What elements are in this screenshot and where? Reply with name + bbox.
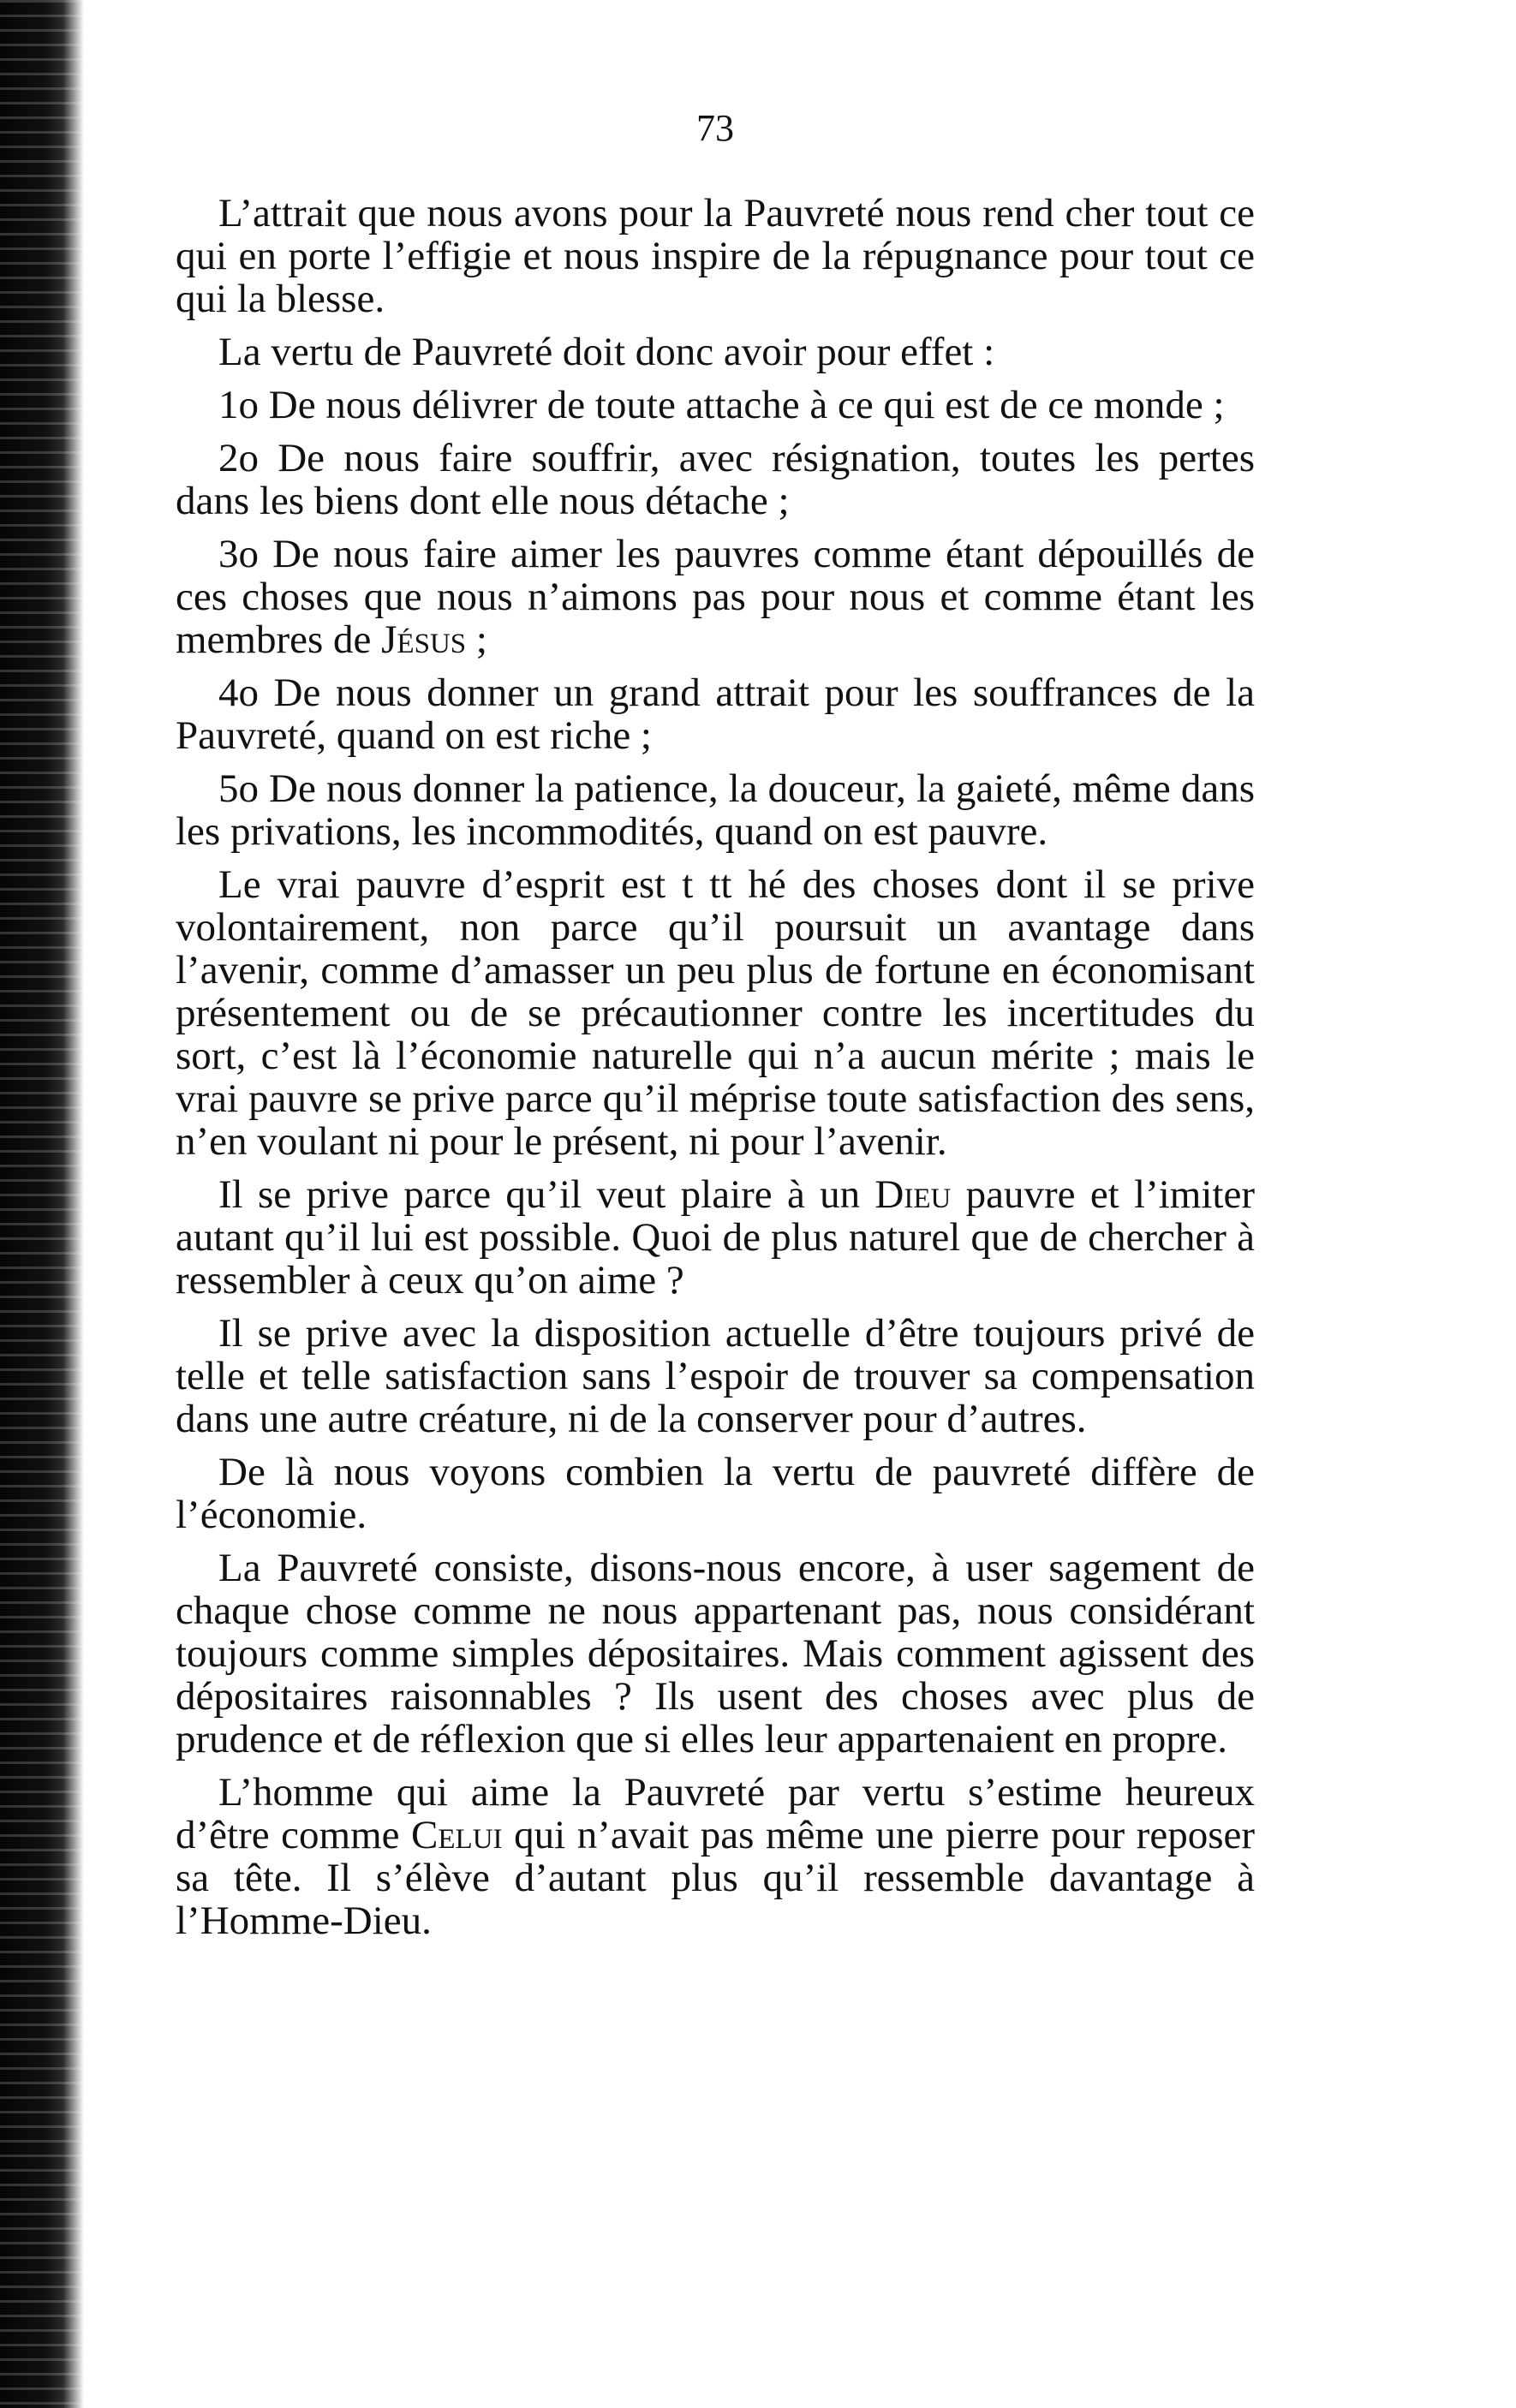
paragraph-text: La vertu de Pauvreté doit donc avoir pour effet : xyxy=(218,330,995,374)
paragraph-depositaires xyxy=(176,1547,1255,1761)
list-item-2 xyxy=(176,437,1255,522)
small-caps-name: Jésus xyxy=(381,617,467,662)
paragraph-text: Il se prive avec la disposition actuelle d’être toujours privé de telle et telle satisfaction sans l’espoir de trouver sa compensation dans une autre créature, ni de la conserver pour d’autres. xyxy=(176,1311,1255,1441)
paragraph-text: ; xyxy=(466,617,487,662)
paragraph-text: qui n’avait pas même une pierre pour reposer sa tête. Il s’élève d’autant plus qu’il ressemble davantage à l’Homme-Dieu. xyxy=(176,1813,1255,1943)
paragraph-attrait xyxy=(176,192,1255,320)
scan-dark-edge xyxy=(0,0,84,2408)
paragraph-text: Il se prive parce qu’il veut plaire à un xyxy=(218,1172,875,1217)
paragraph-text: 4o De nous donner un grand attrait pour les souffrances de la Pauvreté, quand on est riche ; xyxy=(176,671,1255,758)
paragraph-homme-dieu xyxy=(176,1771,1255,1942)
paragraph-text: La Pauvreté consiste, disons-nous encore, à user sagement de chaque chose comme ne nous appartenant pas, nous considérant toujours comme simples dépositaires. Mais comment agissent des dépositaires raisonnables ? Ils usent des choses avec plus de prudence et de réflexion que si elles leur appartenaient en propre. xyxy=(176,1546,1255,1761)
paragraph-text: 5o De nous donner la patience, la douceur, la gaieté, même dans les privations, les incommodités, quand on est pauvre. xyxy=(176,766,1255,854)
paragraph-vertu-effet xyxy=(176,331,1255,373)
paragraph-disposition xyxy=(176,1312,1255,1440)
paragraph-text: Le vrai pauvre d’esprit est t tt hé des choses dont il se prive volontairement, non parce qu’il poursuit un avantage dans l’avenir, comme d’amasser un peu plus de fortune en économisant présentement ou de se précautionner contre les incertitudes du sort, c’est là l’économie naturelle qui n’a aucun mérite ; mais le vrai pauvre se prive parce qu’il méprise toute satisfaction des sens, n’en voulant ni pour le présent, ni pour l’avenir. xyxy=(176,862,1255,1164)
paragraph-text: L’attrait que nous avons pour la Pauvreté nous rend cher tout ce qui en porte l’effigie et nous inspire de la répugnance pour tout ce qui la blesse. xyxy=(176,191,1255,321)
paragraph-text: 3o De nous faire aimer les pauvres comme étant dépouillés de ces choses que nous n’aimons pas pour nous et comme étant les membres de xyxy=(176,532,1255,662)
paragraph-vrai-pauvre xyxy=(176,863,1255,1163)
small-caps-name: Celui xyxy=(411,1813,503,1857)
small-caps-name: Dieu xyxy=(874,1172,952,1217)
paragraph-economie xyxy=(176,1451,1255,1536)
list-item-4 xyxy=(176,671,1255,757)
list-item-1 xyxy=(176,384,1255,426)
paragraph-text: pauvre et l’imiter autant qu’il lui est possible. Quoi de plus naturel que de chercher à ressembler à ceux qu’on aime ? xyxy=(176,1172,1255,1302)
paragraph-text: 2o De nous faire souffrir, avec résignation, toutes les pertes dans les biens dont elle nous détache ; xyxy=(176,436,1255,523)
paragraph-plaire-dieu xyxy=(176,1173,1255,1302)
paragraph-text: De là nous voyons combien la vertu de pauvreté diffère de l’économie. xyxy=(176,1450,1255,1537)
paragraph-text: 1o De nous délivrer de toute attache à ce qui est de ce monde ; xyxy=(218,383,1225,427)
book-page xyxy=(176,103,1255,1952)
page-number: 73 xyxy=(696,107,734,149)
page-body-text xyxy=(176,192,1255,1942)
list-item-3 xyxy=(176,533,1255,661)
list-item-5 xyxy=(176,767,1255,853)
paragraph-text: L’homme qui aime la Pauvreté par vertu s’estime heureux d’être comme xyxy=(176,1770,1255,1857)
